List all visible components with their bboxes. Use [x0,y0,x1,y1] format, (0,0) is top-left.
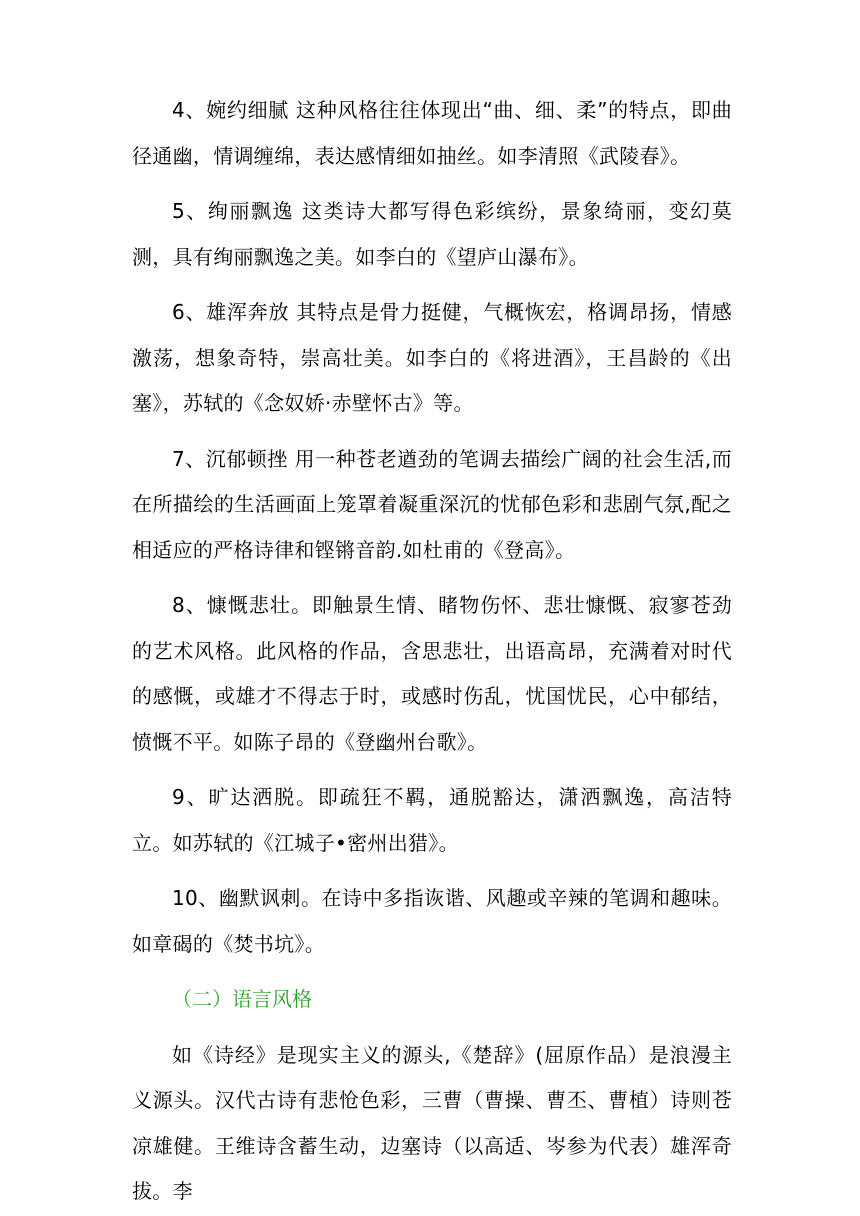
paragraph-style-10: 10、幽默讽刺。在诗中多指诙谐、风趣或辛辣的笔调和趣味。如章碣的《焚书坑》。 [132,886,732,956]
paragraph-style-8: 8、慷慨悲壮。即触景生情、睹物伤怀、悲壮慷慨、寂寥苍劲的艺术风格。此风格的作品，含思悲壮，出语高昂，充满着对时代的感慨，或雄才不得志于时，或感时伤乱，忧国忧民，心中郁结，愤慨不平。如陈子昂的《登幽州台歌》。 [132,593,732,754]
paragraph-style-6: 6、雄浑奔放 其特点是骨力挺健，气概恢宏，格调昂扬，情感激荡，想象奇特，崇高壮美。如李白的《将进酒》，王昌龄的《出塞》，苏轼的《念奴娇·赤壁怀古》等。 [132,300,732,415]
paragraph-style-4: 4、婉约细腻 这种风格往往体现出“曲、细、柔”的特点，即曲径通幽，情调缠绵，表达感情细如抽丝。如李清照《武陵春》。 [132,98,732,168]
paragraph-style-7: 7、沉郁顿挫 用一种苍老遒劲的笔调去描绘广阔的社会生活,而在所描绘的生活画面上笼罩着凝重深沉的忧郁色彩和悲剧气氛,配之相适应的严格诗律和铿锵音韵.如杜甫的《登高》。 [132,446,732,562]
paragraph-style-5: 5、绚丽飘逸 这类诗大都写得色彩缤纷，景象绮丽，变幻莫测，具有绚丽飘逸之美。如李白的《望庐山瀑布》。 [132,199,732,269]
paragraph-style-9: 9、旷达洒脱。即疏狂不羁，通脱豁达，潇洒飘逸，高洁特立。如苏轼的《江城子•密州出猎》。 [132,785,732,855]
section-heading-language-style: （二）语言风格 [172,987,312,1011]
paragraph-language-style: 如《诗经》是现实主义的源头,《楚辞》(屈原作品）是浪漫主义源头。汉代古诗有悲怆色彩，三曹（曹操、曹丕、曹植）诗则苍凉雄健。王维诗含蓄生动，边塞诗（以高适、岑参为代表）雄浑奇拔。李 [132,1042,732,1203]
document-page [132,88,732,1215]
